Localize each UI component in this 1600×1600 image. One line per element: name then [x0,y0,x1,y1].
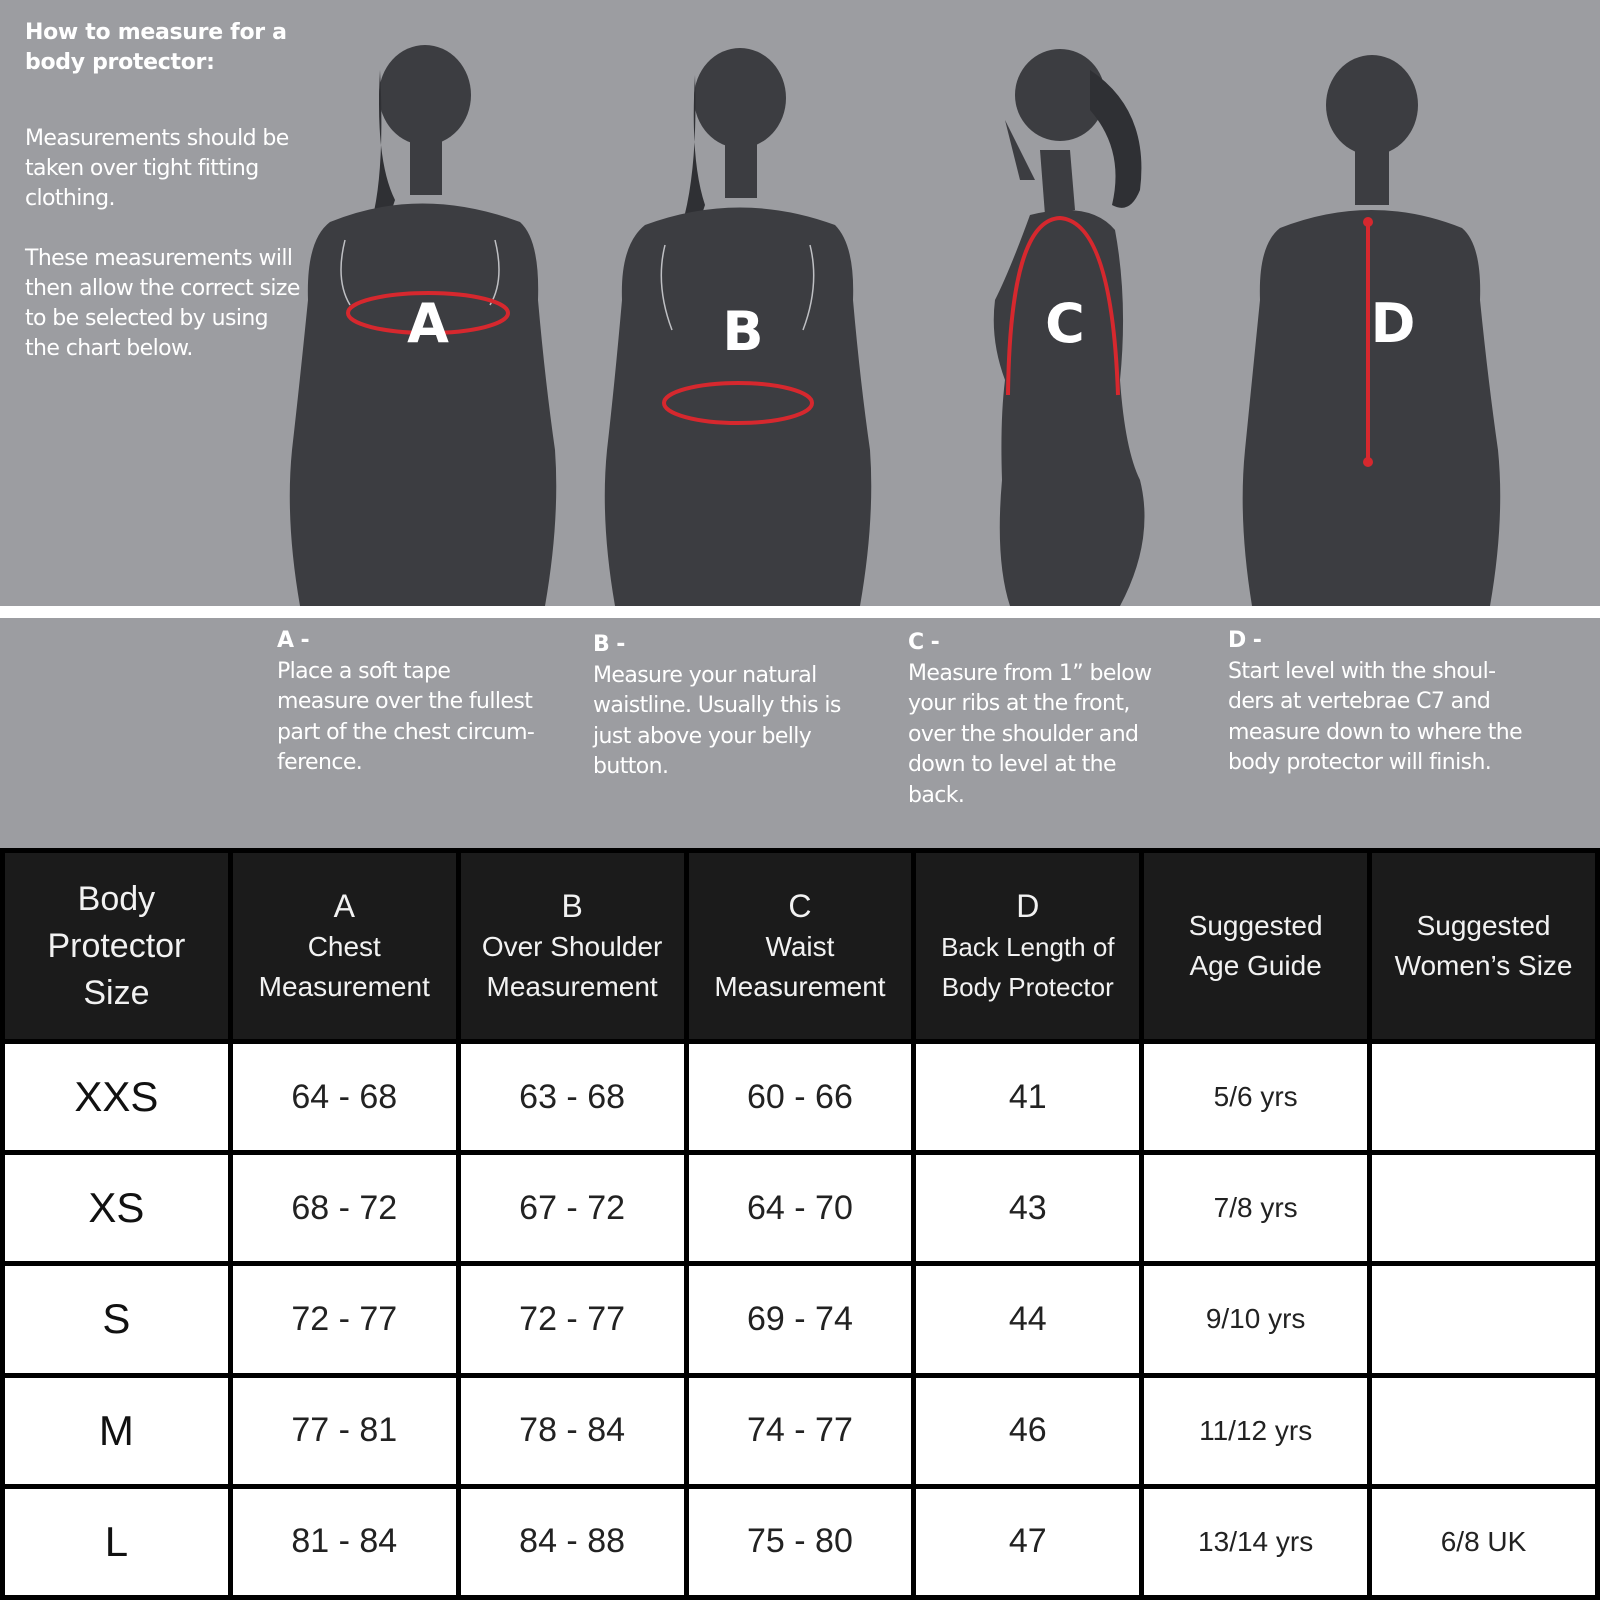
cell-womens-size: 6/8 UK [1370,1486,1598,1597]
header-womens-size [1370,851,1598,1042]
cell-chest: 77 - 81 [230,1375,458,1486]
header-age-line1: Suggested [1188,910,1323,941]
intro-title-line2: body protector: [25,50,215,75]
back-line-end-dot [1363,457,1373,467]
header-chest-line2: Measurement [258,971,430,1002]
measurement-captions [0,618,1600,848]
caption-a-text: Place a soft tape measure over the fullest part of the chest circum-ference. [277,658,535,775]
header-back-line1: Back Length of [941,932,1115,962]
white-divider [0,606,1600,618]
cell-over-shoulder: 78 - 84 [458,1375,686,1486]
header-shoulder-line2: Measurement [486,971,658,1002]
cell-chest: 81 - 84 [230,1486,458,1597]
cell-size: XXS [3,1042,231,1153]
intro-paragraph-chart: These measurements will then allow the correct size to be selected by using the chart below. [25,246,300,361]
header-size-line1: Body [77,879,156,918]
cell-waist: 69 - 74 [686,1264,914,1375]
intro-text [25,18,305,394]
cell-back-length: 41 [914,1042,1142,1153]
caption-c-text: Measure from 1” below your ribs at the front, over the shoulder and down to level at the back. [908,660,1152,808]
caption-b-heading: B - [593,632,625,657]
header-waist-line2: Measurement [714,971,886,1002]
cell-age-guide: 13/14 yrs [1142,1486,1370,1597]
header-back-length [914,851,1142,1042]
cell-womens-size [1370,1375,1598,1486]
header-age-guide [1142,851,1370,1042]
caption-c [908,628,1178,811]
figure-label-b: B [722,300,764,363]
table-row [3,1153,1598,1264]
header-chest-measurement [230,851,458,1042]
size-chart-table [0,848,1600,1600]
header-size-line2: Protector [47,926,186,965]
header-waist-measurement [686,851,914,1042]
caption-d-heading: D - [1228,628,1262,653]
cell-chest: 64 - 68 [230,1042,458,1153]
header-size-line3: Size [83,973,150,1012]
table-row [3,1042,1598,1153]
caption-c-heading: C - [908,630,940,655]
cell-age-guide: 9/10 yrs [1142,1264,1370,1375]
cell-waist: 75 - 80 [686,1486,914,1597]
header-shoulder-letter: B [561,888,583,924]
header-back-line2: Body Protector [941,972,1114,1002]
header-age-line2: Age Guide [1189,950,1322,981]
intro-paragraph-clothing: Measurements should be taken over tight fitting clothing. [25,126,289,211]
caption-a-heading: A - [277,628,310,653]
caption-d-text: Start level with the shoul-ders at vertebrae C7 and measure down to where the body protector will finish. [1228,658,1523,775]
cell-back-length: 47 [914,1486,1142,1597]
table-row [3,1264,1598,1375]
cell-womens-size [1370,1264,1598,1375]
figure-label-a: A [407,292,449,355]
header-over-shoulder-measurement [458,851,686,1042]
caption-d [1228,626,1528,779]
header-chest-line1: Chest [307,931,381,962]
figure-label-d: D [1370,292,1416,355]
header-womens-line1: Suggested [1416,910,1551,941]
caption-b [593,630,863,783]
table-header-row [3,851,1598,1042]
figure-label-c: C [1045,292,1085,355]
header-waist-letter: C [788,888,812,924]
caption-a [277,626,547,779]
cell-womens-size [1370,1153,1598,1264]
cell-waist: 64 - 70 [686,1153,914,1264]
intro-title-line1: How to measure for a [25,20,287,45]
table-row [3,1375,1598,1486]
header-waist-line1: Waist [765,931,835,962]
table-row [3,1486,1598,1597]
cell-over-shoulder: 84 - 88 [458,1486,686,1597]
header-chest-letter: A [333,888,355,924]
cell-age-guide: 7/8 yrs [1142,1153,1370,1264]
cell-age-guide: 5/6 yrs [1142,1042,1370,1153]
cell-chest: 68 - 72 [230,1153,458,1264]
header-womens-line2: Women’s Size [1394,950,1573,981]
cell-waist: 60 - 66 [686,1042,914,1153]
cell-over-shoulder: 72 - 77 [458,1264,686,1375]
cell-back-length: 43 [914,1153,1142,1264]
cell-age-guide: 11/12 yrs [1142,1375,1370,1486]
cell-size: XS [3,1153,231,1264]
cell-size: M [3,1375,231,1486]
cell-back-length: 44 [914,1264,1142,1375]
cell-chest: 72 - 77 [230,1264,458,1375]
intro-title [25,18,305,78]
cell-over-shoulder: 63 - 68 [458,1042,686,1153]
measurement-illustration [0,0,1600,606]
back-line-start-dot [1363,217,1373,227]
header-shoulder-line1: Over Shoulder [481,931,663,962]
header-back-letter: D [1016,888,1040,924]
cell-size: S [3,1264,231,1375]
cell-over-shoulder: 67 - 72 [458,1153,686,1264]
cell-size: L [3,1486,231,1597]
header-body-protector-size [3,851,231,1042]
cell-waist: 74 - 77 [686,1375,914,1486]
caption-b-text: Measure your natural waistline. Usually this is just above your belly button. [593,662,841,779]
cell-back-length: 46 [914,1375,1142,1486]
cell-womens-size [1370,1042,1598,1153]
